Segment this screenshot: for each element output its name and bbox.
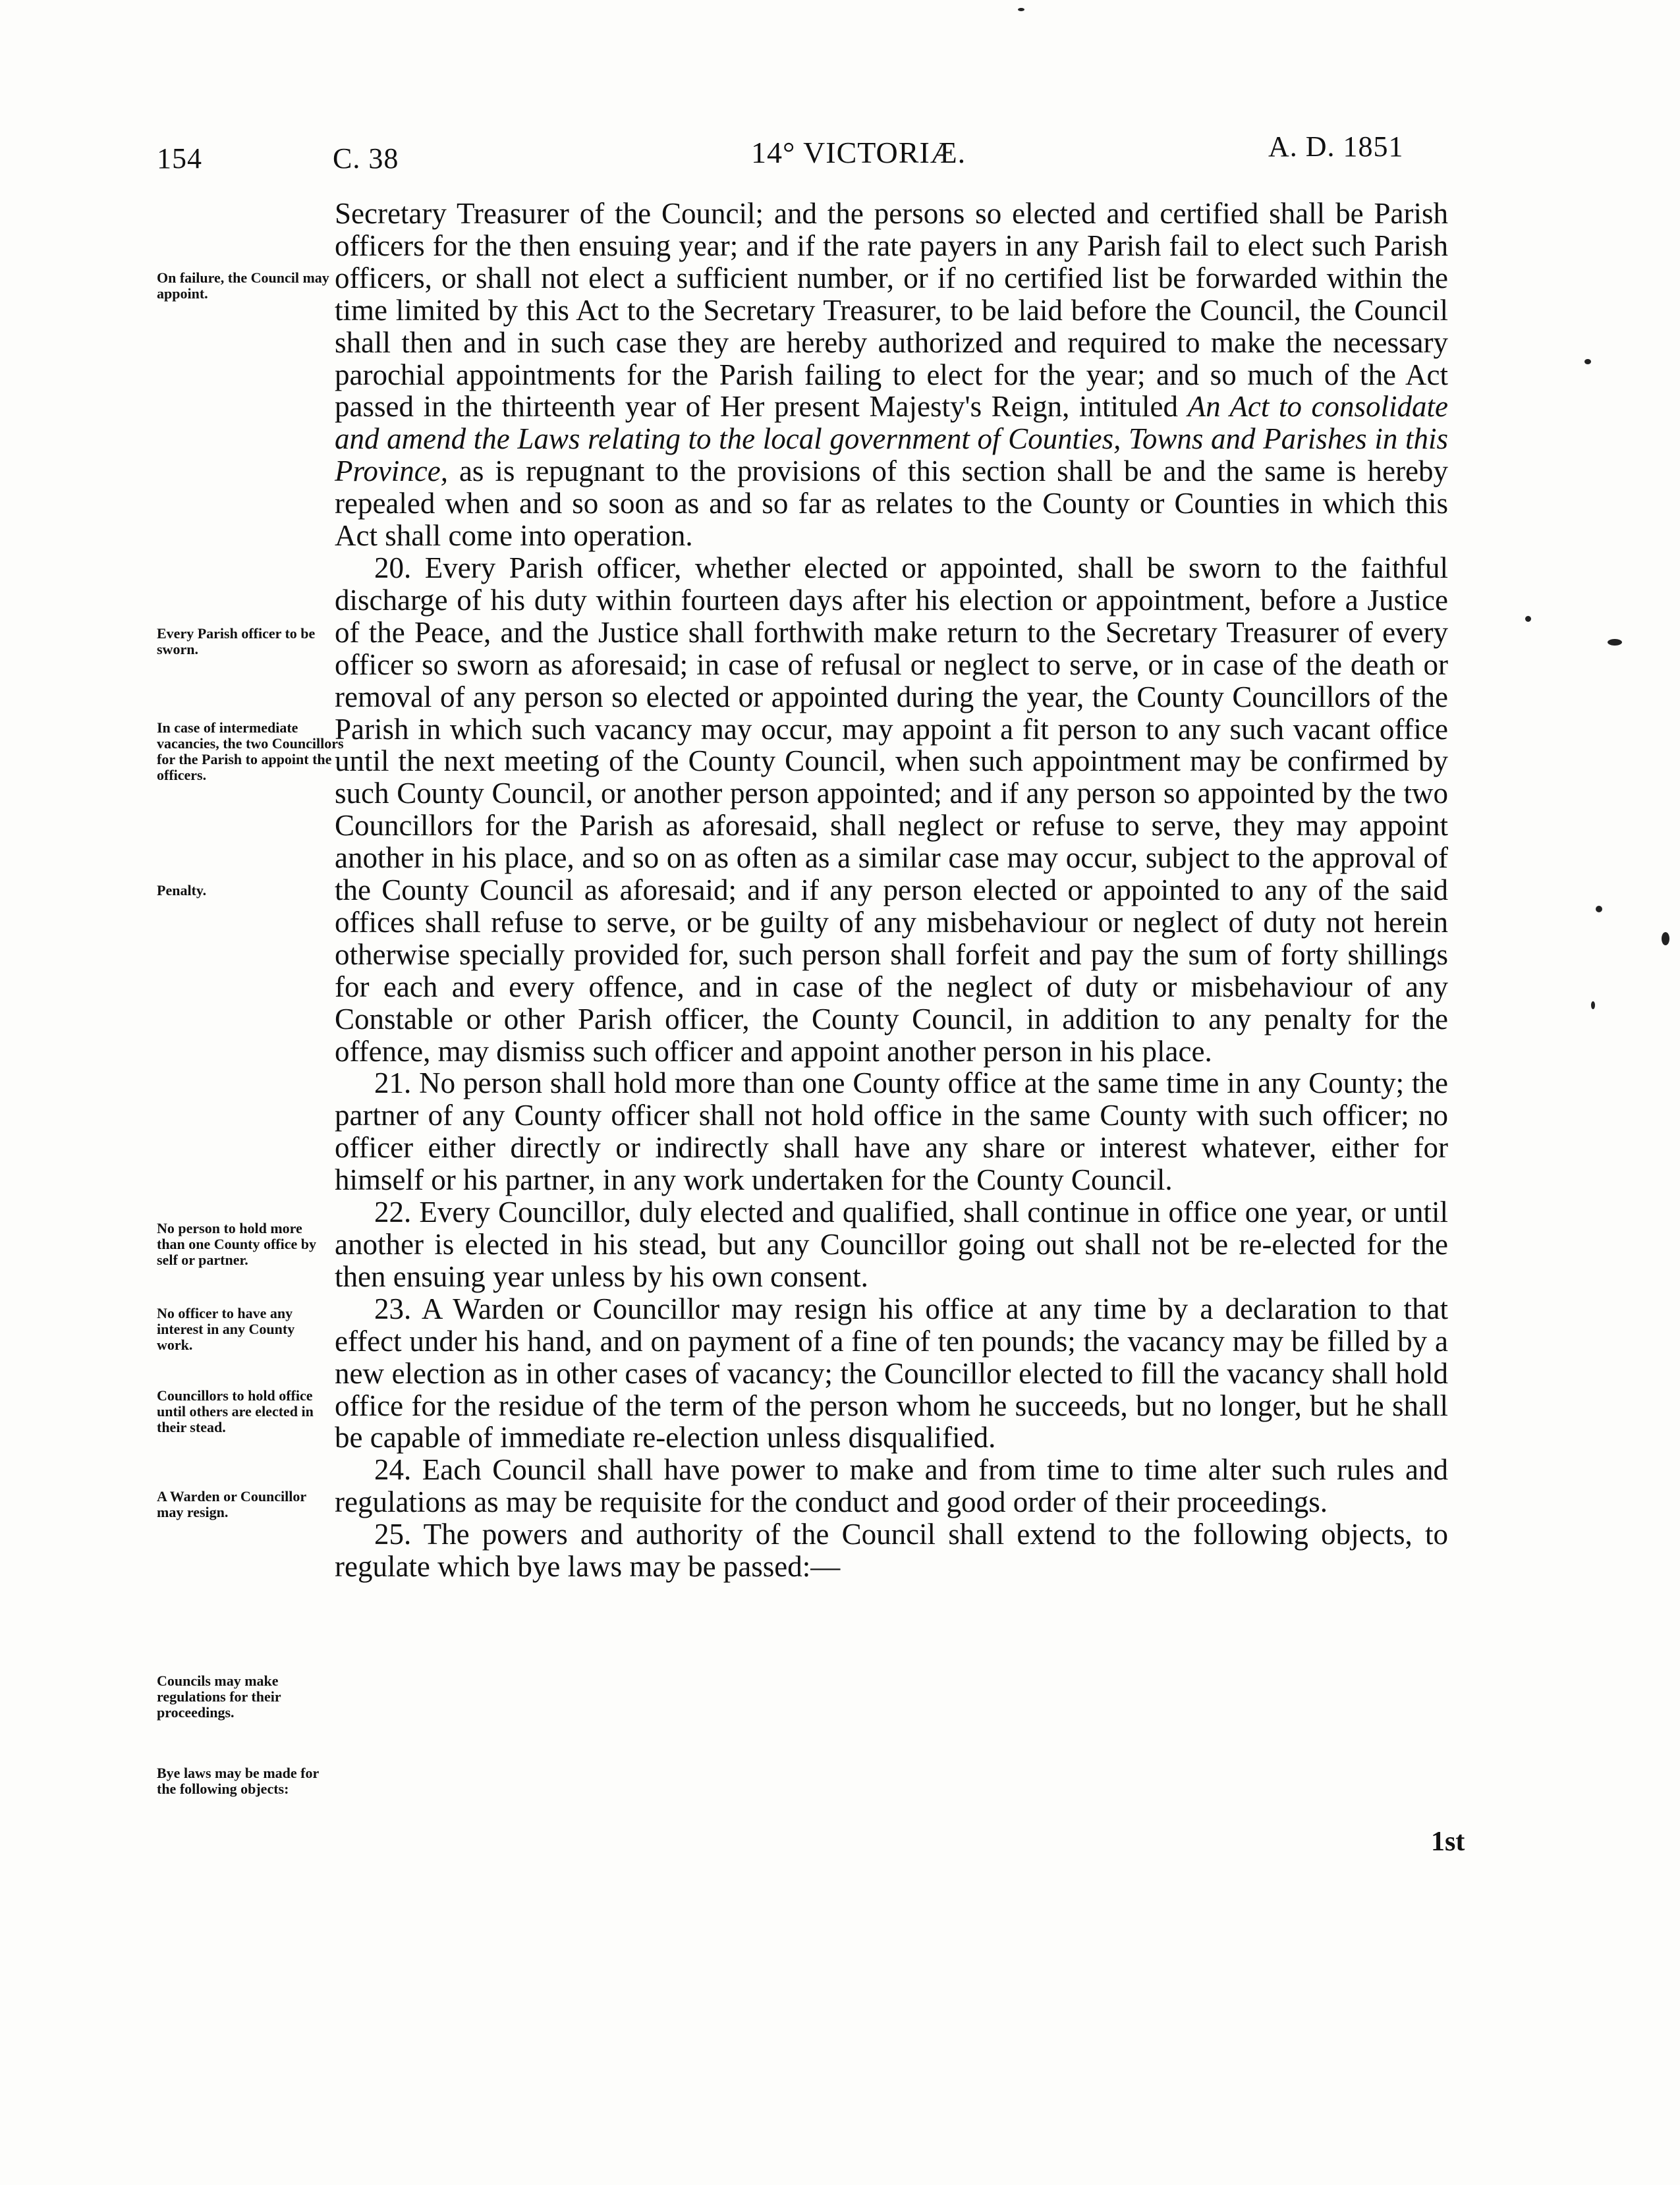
running-title: 14° VICTORIÆ. [751, 136, 966, 169]
scan-speck [1608, 639, 1622, 646]
margin-note: No officer to have any interest in any County work. [157, 1305, 295, 1353]
catchword: 1st [1431, 1827, 1465, 1857]
scan-speck [1525, 616, 1531, 622]
section-23: 23. A Warden or Councillor may resign his office at any time by a declaration to that effect under his hand, and on payment of a fine of ten pounds; the vacancy may be filled by a new election as in other cases of vacancy; the Councillor elected to fill the vacancy shall hold office for the residue of the term of the person whom he succeeds, but no longer, but he shall be capable of immediate re-election unless disqualified. [335, 1292, 1448, 1454]
scan-speck [1662, 932, 1669, 945]
margin-note: A Warden or Councillor may resign. [157, 1488, 306, 1520]
margin-note: Every Parish officer to be sworn. [157, 625, 316, 657]
margin-note: On failure, the Council may appoint. [157, 269, 329, 302]
section-25: 25. The powers and authority of the Council shall extend to the following objects, to regulate which bye laws may be passed:— [335, 1518, 1448, 1584]
chapter-number: C. 38 [333, 142, 399, 175]
scan-speck [1584, 359, 1591, 364]
scan-speck [1018, 8, 1024, 11]
section-24: 24. Each Council shall have power to make and from time to time alter such rules and regulations as may be requisite for the conduct and good order of their proceedings. [335, 1453, 1448, 1519]
scan-speck [1591, 1001, 1595, 1009]
margin-note: Councillors to hold office until others are elected in their stead. [157, 1387, 314, 1435]
section-19-text-b: as is repugnant to the provisions of this section shall be and the same is hereby repealed when and so soon as and so far as relates to the County or Counties in which this Act shall come into operation. [335, 455, 1448, 553]
section-19-text-a: Secretary Treasurer of the Council; and the persons so elected and certified shall be Parish officers for the then ensuing year; and if the rate payers in any Parish fail to elect such Parish officers, or shall not elect a sufficient number, or if no certified list be forwarded within the time limited by this Act to the Secretary Treasurer, to be laid before the Council, the Council shall then and in such case they are hereby authorized and required to make the necessary parochial appointments for the Parish failing to elect for the year; and so much of the Act passed in the thirteenth year of Her present Majesty's Reign, intituled [335, 197, 1448, 424]
body-text [335, 198, 1448, 1583]
margin-note: No person to hold more than one County office by self or partner. [157, 1220, 317, 1268]
margin-note: Penalty. [157, 882, 207, 899]
section-21: 21. No person shall hold more than one County office at the same time in any County; the partner of any County officer shall not hold office in the same County with such officer; no officer either directly or indirectly shall have any share or interest whatever, either for himself or his partner, in any work undertaken for the County Council. [335, 1066, 1448, 1197]
margin-note: Bye laws may be made for the following objects: [157, 1765, 319, 1797]
section-20: 20. Every Parish officer, whether elected or appointed, shall be sworn to the faithful discharge of his duty within fourteen days after his election or appointment, before a Justice of the Peace, and the Justice shall forthwith make return to the Secretary Treasurer of every officer so sworn as aforesaid; in case of refusal or neglect to serve, or in case of the death or removal of any person so elected or appointed during the year, the County Councillors of the Parish in which such vacancy may occur, may appoint a fit person to any such vacant office until the next meeting of the County Council, when such appointment may be confirmed by such County Council, or another person appointed; and if any person so appointed by the two Councillors for the Parish as aforesaid, shall neglect or refuse to serve, they may appoint another in his place, and so on as often as a similar case may occur, subject to the approval of the County Council as aforesaid; and if any person elected or appointed to any of the said offices shall refuse to serve, or be guilty of any misbehaviour or neglect of duty not herein otherwise specially provided for, such person shall forfeit and pay the sum of forty shillings for each and every offence, and in case of the neglect of duty or misbehaviour of any Constable or other Parish officer, the County Council, in addition to any penalty for the offence, may dismiss such officer and appoint another person in his place. [335, 551, 1448, 1068]
section-19-continued [335, 198, 1448, 552]
margin-note: Councils may make regulations for their proceedings. [157, 1673, 281, 1721]
year: A. D. 1851 [1268, 130, 1404, 163]
page-number: 154 [157, 142, 202, 175]
margin-note: In case of intermediate vacancies, the two Councillors for the Parish to appoint the officers. [157, 719, 344, 783]
running-header [0, 130, 1680, 188]
act-title: An Act to consolidate and amend the Laws relating to the local government of Counties, Towns and Parishes in this Province, [335, 390, 1449, 488]
scan-speck [1596, 906, 1602, 912]
section-22: 22. Every Councillor, duly elected and qualified, shall continue in office one year, or until another is elected in his stead, but any Councillor going out shall not be re-elected for the then ensuing year unless by his own consent. [335, 1196, 1448, 1293]
